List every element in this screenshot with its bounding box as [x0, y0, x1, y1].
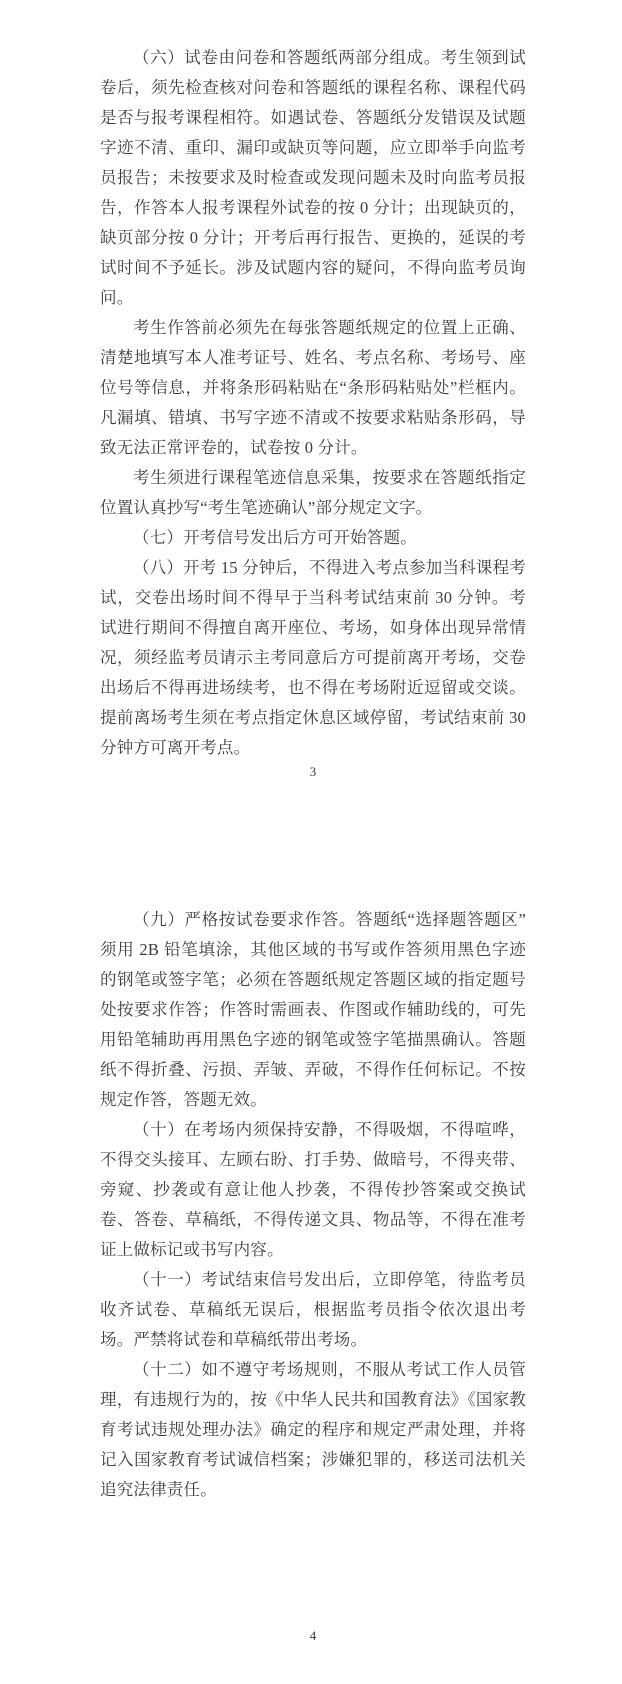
paragraph-rule-7: （七）开考信号发出后方可开始答题。 — [133, 528, 417, 547]
paragraph-rule-6: （六）试卷由问卷和答题纸两部分组成。考生领到试卷后，须先检查核对问卷和答题纸的课程名称、课程代码是否与报考课程相符。如遇试卷、答题纸分发错误及试题字迹不清、重印、漏印或缺页等问题，应立即举手向监考员报告；未按要求及时检查或发现问题未及时向监考员报告，作答本人报考课程外试卷的按 0 分计；出现缺页的，缺页部分按 0 分计；开考后再行报告、更换的，延误的考试时间不予延长。涉及试题内容的疑问，不得向监考员询问。 — [100, 48, 526, 307]
paragraph-rule-9: （九）严格按试卷要求作答。答题纸“选择题答题区”须用 2B 铅笔填涂，其他区域的书写或作答须用黑色字迹的钢笔或签字笔；必须在答题纸规定答题区域的指定题号处按要求作答；作答时需画表、作图或作辅助线的，可先用铅笔辅助再用黑色字迹的钢笔或签字笔描黑确认。答题纸不得折叠、污损、弄皱、弄破，不得作任何标记。不按规定作答，答题无效。 — [100, 910, 526, 1109]
paragraph-rule-8: （八）开考 15 分钟后，不得进入考点参加当科课程考试，交卷出场时间不得早于当科考试结束前 30 分钟。考试进行期间不得擅自离开座位、考场，如身体出现异常情况，须经监考员请示主考同意后方可提前离开考场，交卷出场后不得再进场续考，也不得在考场附近逗留或交谈。提前离场考生须在考点指定休息区域停留，考试结束前 30 分钟方可离开考点。 — [100, 558, 526, 757]
page-number-4: 4 — [309, 1628, 317, 1643]
paragraph-rule-10: （十）在考场内须保持安静，不得吸烟，不得喧哗，不得交头接耳、左顾右盼、打手势、做暗号，不得夹带、旁窥、抄袭或有意让他人抄袭，不得传抄答案或交换试卷、答卷、草稿纸，不得传递文具、物品等，不得在准考证上做标记或书写内容。 — [100, 1120, 526, 1259]
paragraph-handwriting-collect: 考生须进行课程笔迹信息采集，按要求在答题纸指定位置认真抄写“考生笔迹确认”部分规定文字。 — [100, 468, 526, 517]
page-number-3: 3 — [309, 764, 317, 779]
paragraph-rule-11: （十一）考试结束信号发出后，立即停笔，待监考员收齐试卷、草稿纸无误后，根据监考员指令依次退出考场。严禁将试卷和草稿纸带出考场。 — [100, 1270, 526, 1349]
page-3-text-block — [100, 43, 526, 763]
page-4-text-block — [100, 905, 526, 1505]
paragraph-rule-12: （十二）如不遵守考场规则，不服从考试工作人员管理，有违规行为的，按《中华人民共和国教育法》《国家教育考试违规处理办法》确定的程序和规定严肃处理，并将记入国家教育考试诚信档案；涉嫌犯罪的，移送司法机关追究法律责任。 — [100, 1360, 526, 1499]
paragraph-answer-info: 考生作答前必须先在每张答题纸规定的位置上正确、清楚地填写本人准考证号、姓名、考点名称、考场号、座位号等信息，并将条形码粘贴在“条形码粘贴处”栏框内。凡漏填、错填、书写字迹不清或不按要求粘贴条形码，导致无法正常评卷的，试卷按 0 分计。 — [100, 318, 526, 457]
